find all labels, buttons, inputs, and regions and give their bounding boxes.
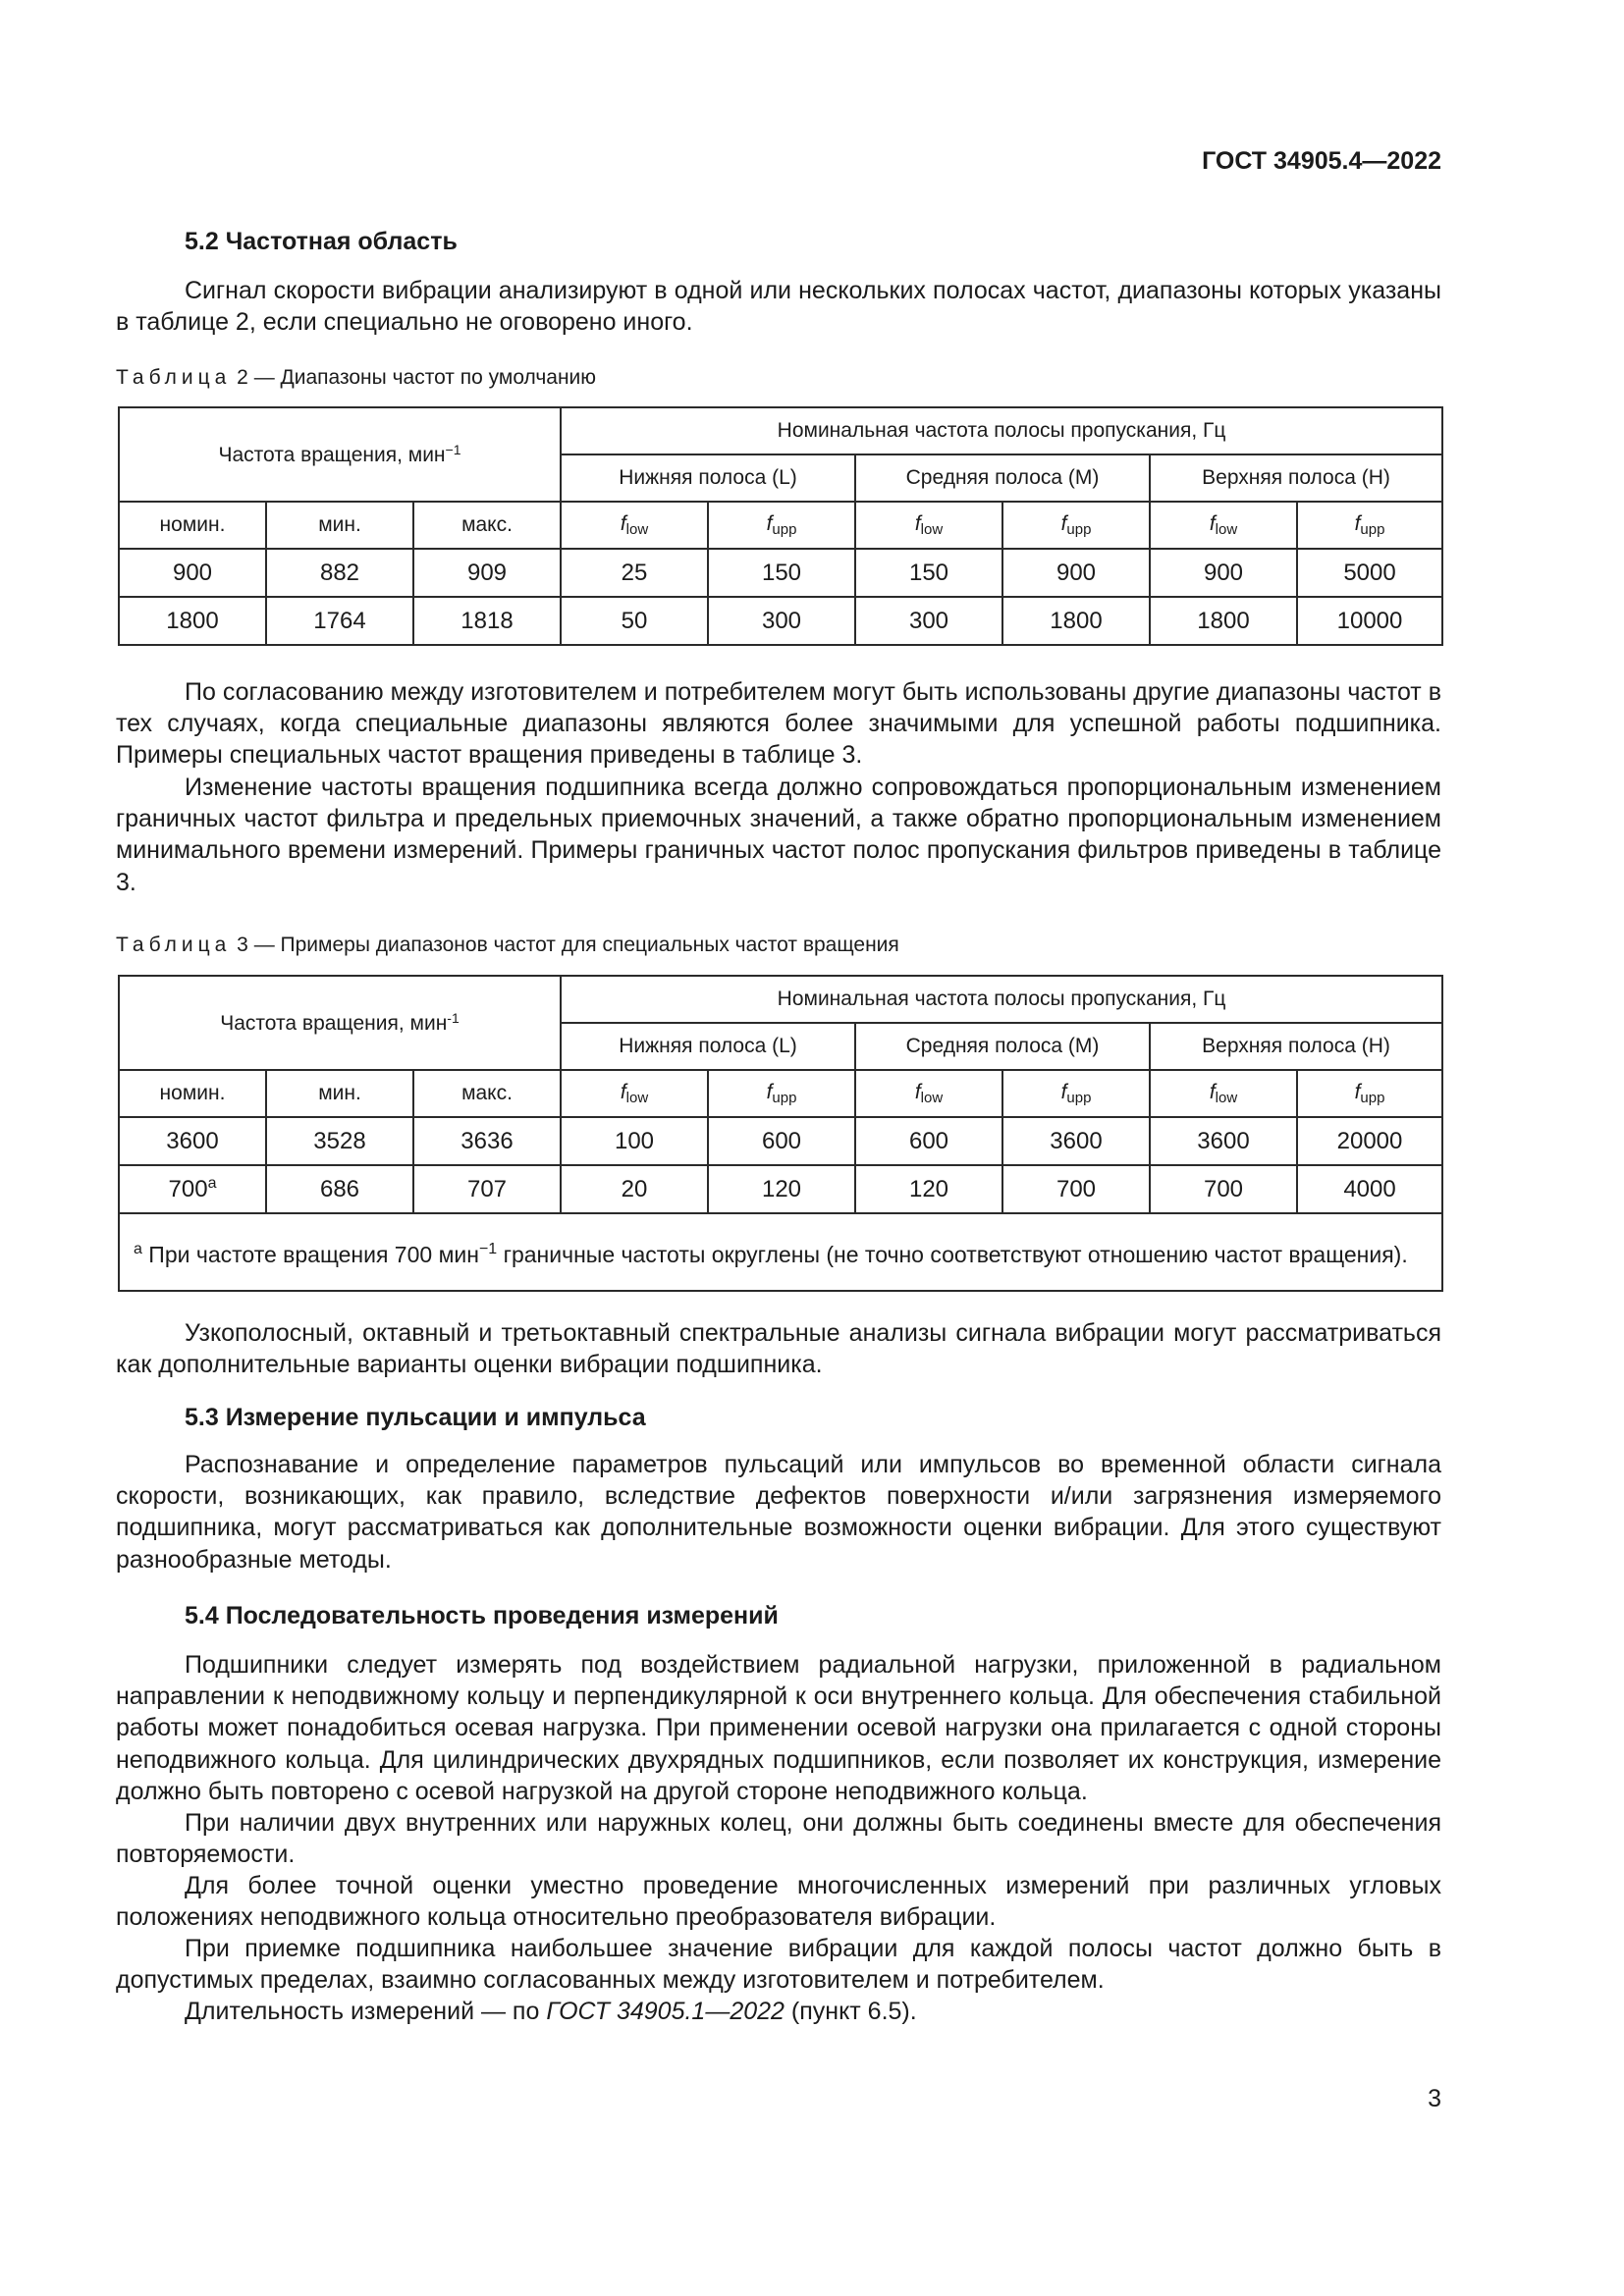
document-page [116,0,1441,2296]
header-speed: Частота вращения, мин$^{-1}$ [119,976,561,1070]
header-high-band: Верхняя полоса (H) [1150,454,1442,502]
table-row [119,1165,1442,1213]
table-cell: 1818 [413,597,561,645]
table-cell: 900 [1150,549,1297,597]
paragraph: При наличии двух внутренних или наружных колец, они должны быть соединены вместе для обеспечения повторяемости. [116,1809,1441,1869]
header-f-low: $f_{low}$ [855,502,1002,549]
paragraph: Сигнал скорости вибрации анализируют в одной или нескольких полосах частот, диапазоны которых указаны в таблице 2, если специально не оговорено иного. [116,277,1441,337]
section-heading-5-2: 5.2 Частотная область [185,228,458,255]
header-f-upp: $f_{upp}$ [708,502,855,549]
table-cell: 700 [1002,1165,1150,1213]
header-f-low: $f_{low}$ [855,1070,1002,1117]
table-2-caption [116,366,596,390]
table-row [119,597,1442,645]
header-f-upp: $f_{upp}$ [1297,1070,1442,1117]
standard-reference: ГОСТ 34905.1—2022 [546,1998,785,2025]
header-band: Номинальная частота полосы пропускания, Гц [561,407,1442,454]
header-f-upp: $f_{upp}$ [1297,502,1442,549]
table-cell: 1764 [266,597,413,645]
table-row [119,549,1442,597]
header-low-band: Нижняя полоса (L) [561,454,855,502]
header-f-upp: $f_{upp}$ [708,1070,855,1117]
table-cell: 50 [561,597,708,645]
header-nom: номин. [119,1070,266,1117]
section-heading-5-4: 5.4 Последовательность проведения измерений [185,1602,779,1629]
table-cell: 600 [855,1117,1002,1165]
table-cell: 1800 [1150,597,1297,645]
table-cell: 120 [855,1165,1002,1213]
table-cell: 25 [561,549,708,597]
table-cell: 707 [413,1165,561,1213]
header-speed: Частота вращения, мин$^{-1}$ [119,407,561,502]
table-cell: 300 [708,597,855,645]
header-mid-band: Средняя полоса (M) [855,1023,1150,1070]
table-cell: 600 [708,1117,855,1165]
table-cell: 3600 [119,1117,266,1165]
table-cell: 120 [708,1165,855,1213]
paragraph: Изменение частоты вращения подшипника всегда должно сопровождаться пропорциональным изменением граничных частот фильтра и предельных приемочных значений, а также обратно пропорциональным изменением минимального времени измерений. Примеры граничных частот полос пропускания фильтров приведены в таблице 3. [116,774,1441,896]
document-id: ГОСТ 34905.4—2022 [1202,147,1441,175]
header-max: макс. [413,1070,561,1117]
paragraph: Узкополосный, октавный и третьоктавный спектральные анализы сигнала вибрации могут рассматриваться как дополнительные варианты оценки вибрации подшипника. [116,1319,1441,1379]
caption-word: Таблица [116,366,232,389]
header-nom: номин. [119,502,266,549]
table-3-caption [116,934,899,957]
section-heading-5-3: 5.3 Измерение пульсации и импульса [185,1404,646,1431]
table-cell: 909 [413,549,561,597]
footnote-mark: a [207,1175,217,1192]
table-cell: 900 [119,549,266,597]
paragraph: Распознавание и определение параметров пульсаций или импульсов во временной области сигнала скорости, возникающих, как правило, вследствие дефектов поверхности и/или загрязнения измеряемого подшипника, могут рассматриваться как дополнительные возможности оценки вибрации. Для этого существуют разнообразные методы. [116,1451,1441,1574]
table-cell: 3528 [266,1117,413,1165]
table-cell: 20 [561,1165,708,1213]
paragraph: Для более точной оценки уместно проведение многочисленных измерений при различных угловых положениях неподвижного кольца относительно преобразователя вибрации. [116,1872,1441,1932]
table-cell: 150 [855,549,1002,597]
table-footnote: $^a$ При частоте вращения 700 мин$^{-1}$ граничные частоты округлены (не точно соответствуют отношению частот вращения). [119,1213,1442,1291]
table-cell: 150 [708,549,855,597]
header-f-low: $f_{low}$ [561,1070,708,1117]
header-mid-band: Средняя полоса (M) [855,454,1150,502]
header-max: макс. [413,502,561,549]
header-min: мин. [266,502,413,549]
header-f-low: $f_{low}$ [1150,1070,1297,1117]
page-number: 3 [1428,2085,1441,2112]
table-cell: 300 [855,597,1002,645]
header-band: Номинальная частота полосы пропускания, Гц [561,976,1442,1023]
paragraph: При приемке подшипника наибольшее значение вибрации для каждой полосы частот должно быть в допустимых пределах, взаимно согласованных между изготовителем и потребителем. [116,1935,1441,1995]
header-f-low: $f_{low}$ [561,502,708,549]
table-cell: 5000 [1297,549,1442,597]
table-cell: 3600 [1002,1117,1150,1165]
caption-text: 3 — Примеры диапазонов частот для специальных частот вращения [231,934,899,956]
paragraph: По согласованию между изготовителем и потребителем могут быть использованы другие диапазоны частот в тех случаях, когда специальные диапазоны являются более значимыми для успешной работы подшипника. Примеры специальных частот вращения приведены в таблице 3. [116,678,1441,770]
paragraph: Длительность измерений — по ГОСТ 34905.1—2022 (пункт 6.5). [185,1998,917,2025]
table-cell: 10000 [1297,597,1442,645]
paragraph: Подшипники следует измерять под воздействием радиальной нагрузки, приложенной в радиальном направлении к неподвижному кольцу и перпендикулярной к оси внутреннего кольца. Для обеспечения стабильной работы может понадобиться осевая нагрузка. При применении осевой нагрузки она прилагается с одной стороны неподвижного кольца. Для цилиндрических двухрядных подшипников, если позволяет их конструкция, измерение должно быть повторено с осевой нагрузкой на другой стороне неподвижного кольца. [116,1651,1441,1805]
table-cell: 3600 [1150,1117,1297,1165]
caption-word: Таблица [116,934,232,956]
header-f-low: $f_{low}$ [1150,502,1297,549]
table-cell: 20000 [1297,1117,1442,1165]
header-f-upp: $f_{upp}$ [1002,502,1150,549]
table-cell: 700$^a$ [119,1165,266,1213]
table-2 [118,406,1443,646]
caption-text: 2 — Диапазоны частот по умолчанию [231,366,597,389]
header-min: мин. [266,1070,413,1117]
header-high-band: Верхняя полоса (H) [1150,1023,1442,1070]
table-row [119,1117,1442,1165]
table-cell: 1800 [1002,597,1150,645]
table-cell: 4000 [1297,1165,1442,1213]
table-cell: 100 [561,1117,708,1165]
table-cell: 3636 [413,1117,561,1165]
table-cell: 700 [1150,1165,1297,1213]
header-low-band: Нижняя полоса (L) [561,1023,855,1070]
table-cell: 686 [266,1165,413,1213]
table-cell: 900 [1002,549,1150,597]
table-cell: 1800 [119,597,266,645]
header-f-upp: $f_{upp}$ [1002,1070,1150,1117]
table-3 [118,975,1443,1292]
table-cell: 882 [266,549,413,597]
